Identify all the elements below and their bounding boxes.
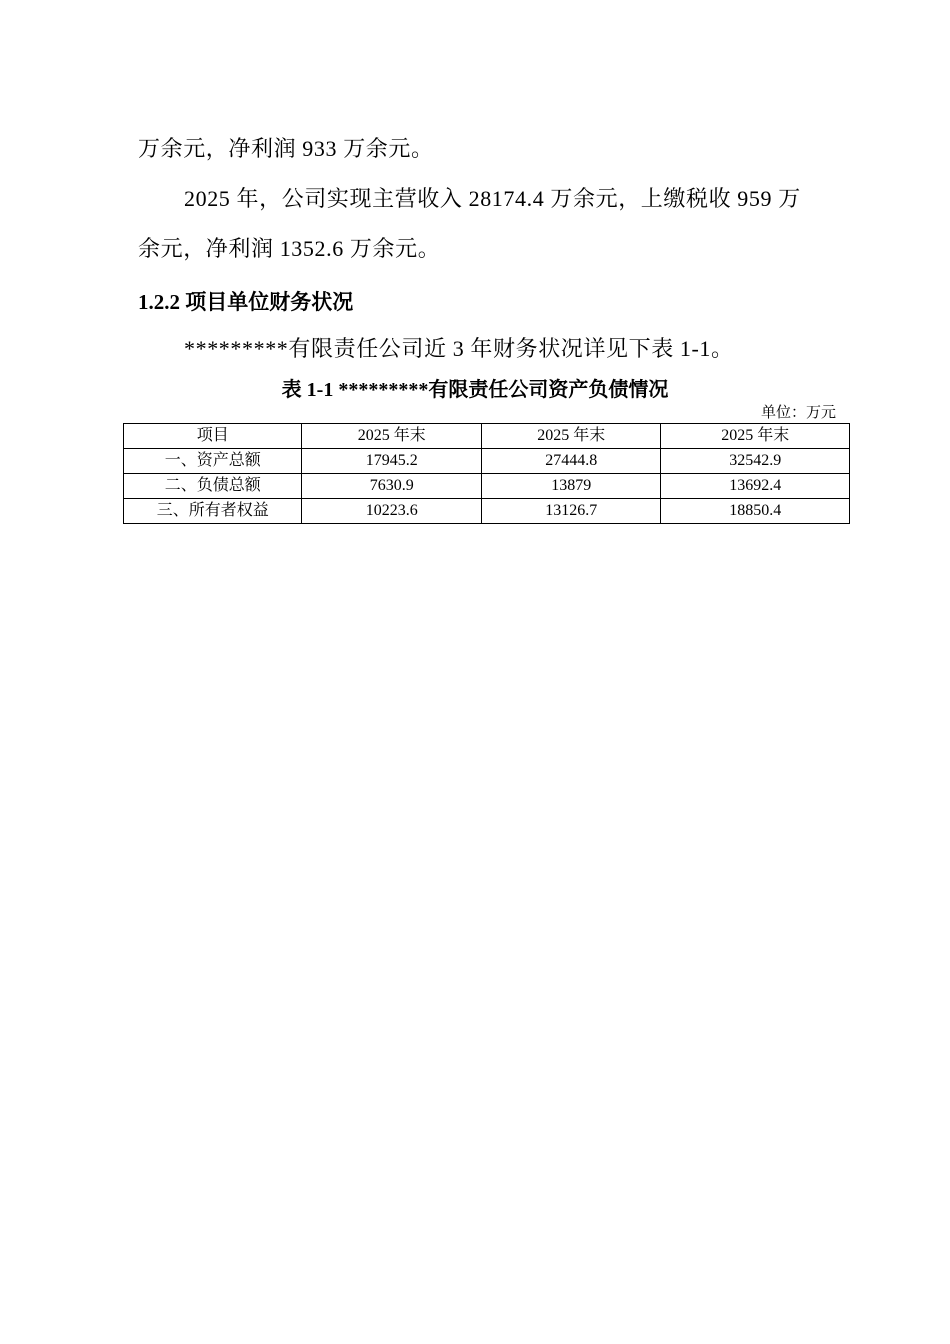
paragraph-profit-prior: 万余元，净利润 933 万余元。 [138, 136, 434, 161]
cell-value: 10223.6 [302, 499, 482, 524]
cell-value: 32542.9 [661, 449, 850, 474]
balance-sheet-table [123, 423, 850, 524]
header-year-2: 2025 年末 [481, 424, 661, 449]
cell-value: 27444.8 [481, 449, 661, 474]
cell-value: 13692.4 [661, 474, 850, 499]
table-caption: 表 1-1 *********有限责任公司资产负债情况 [281, 379, 669, 401]
row-label-owners-equity: 三、所有者权益 [124, 499, 302, 524]
header-year-1: 2025 年末 [302, 424, 482, 449]
row-label-total-liabilities: 二、负债总额 [124, 474, 302, 499]
cell-value: 17945.2 [302, 449, 482, 474]
cell-value: 7630.9 [302, 474, 482, 499]
header-item: 项目 [124, 424, 302, 449]
header-year-3: 2025 年末 [661, 424, 850, 449]
cell-value: 13126.7 [481, 499, 661, 524]
paragraph-2025-line-1: 2025 年，公司实现主营收入 28174.4 万余元，上缴税收 959 万 [184, 186, 801, 211]
table-unit-label: 单位：万元 [760, 405, 836, 421]
section-heading: 1.2.2 项目单位财务状况 [138, 290, 354, 314]
table-header-row [124, 424, 850, 449]
table-row [124, 499, 850, 524]
cell-value: 13879 [481, 474, 661, 499]
table-row [124, 474, 850, 499]
paragraph-2025-line-2: 余元，净利润 1352.6 万余元。 [138, 236, 441, 261]
paragraph-table-intro: *********有限责任公司近 3 年财务状况详见下表 1-1。 [184, 336, 734, 361]
cell-value: 18850.4 [661, 499, 850, 524]
row-label-total-assets: 一、资产总额 [124, 449, 302, 474]
table-row [124, 449, 850, 474]
